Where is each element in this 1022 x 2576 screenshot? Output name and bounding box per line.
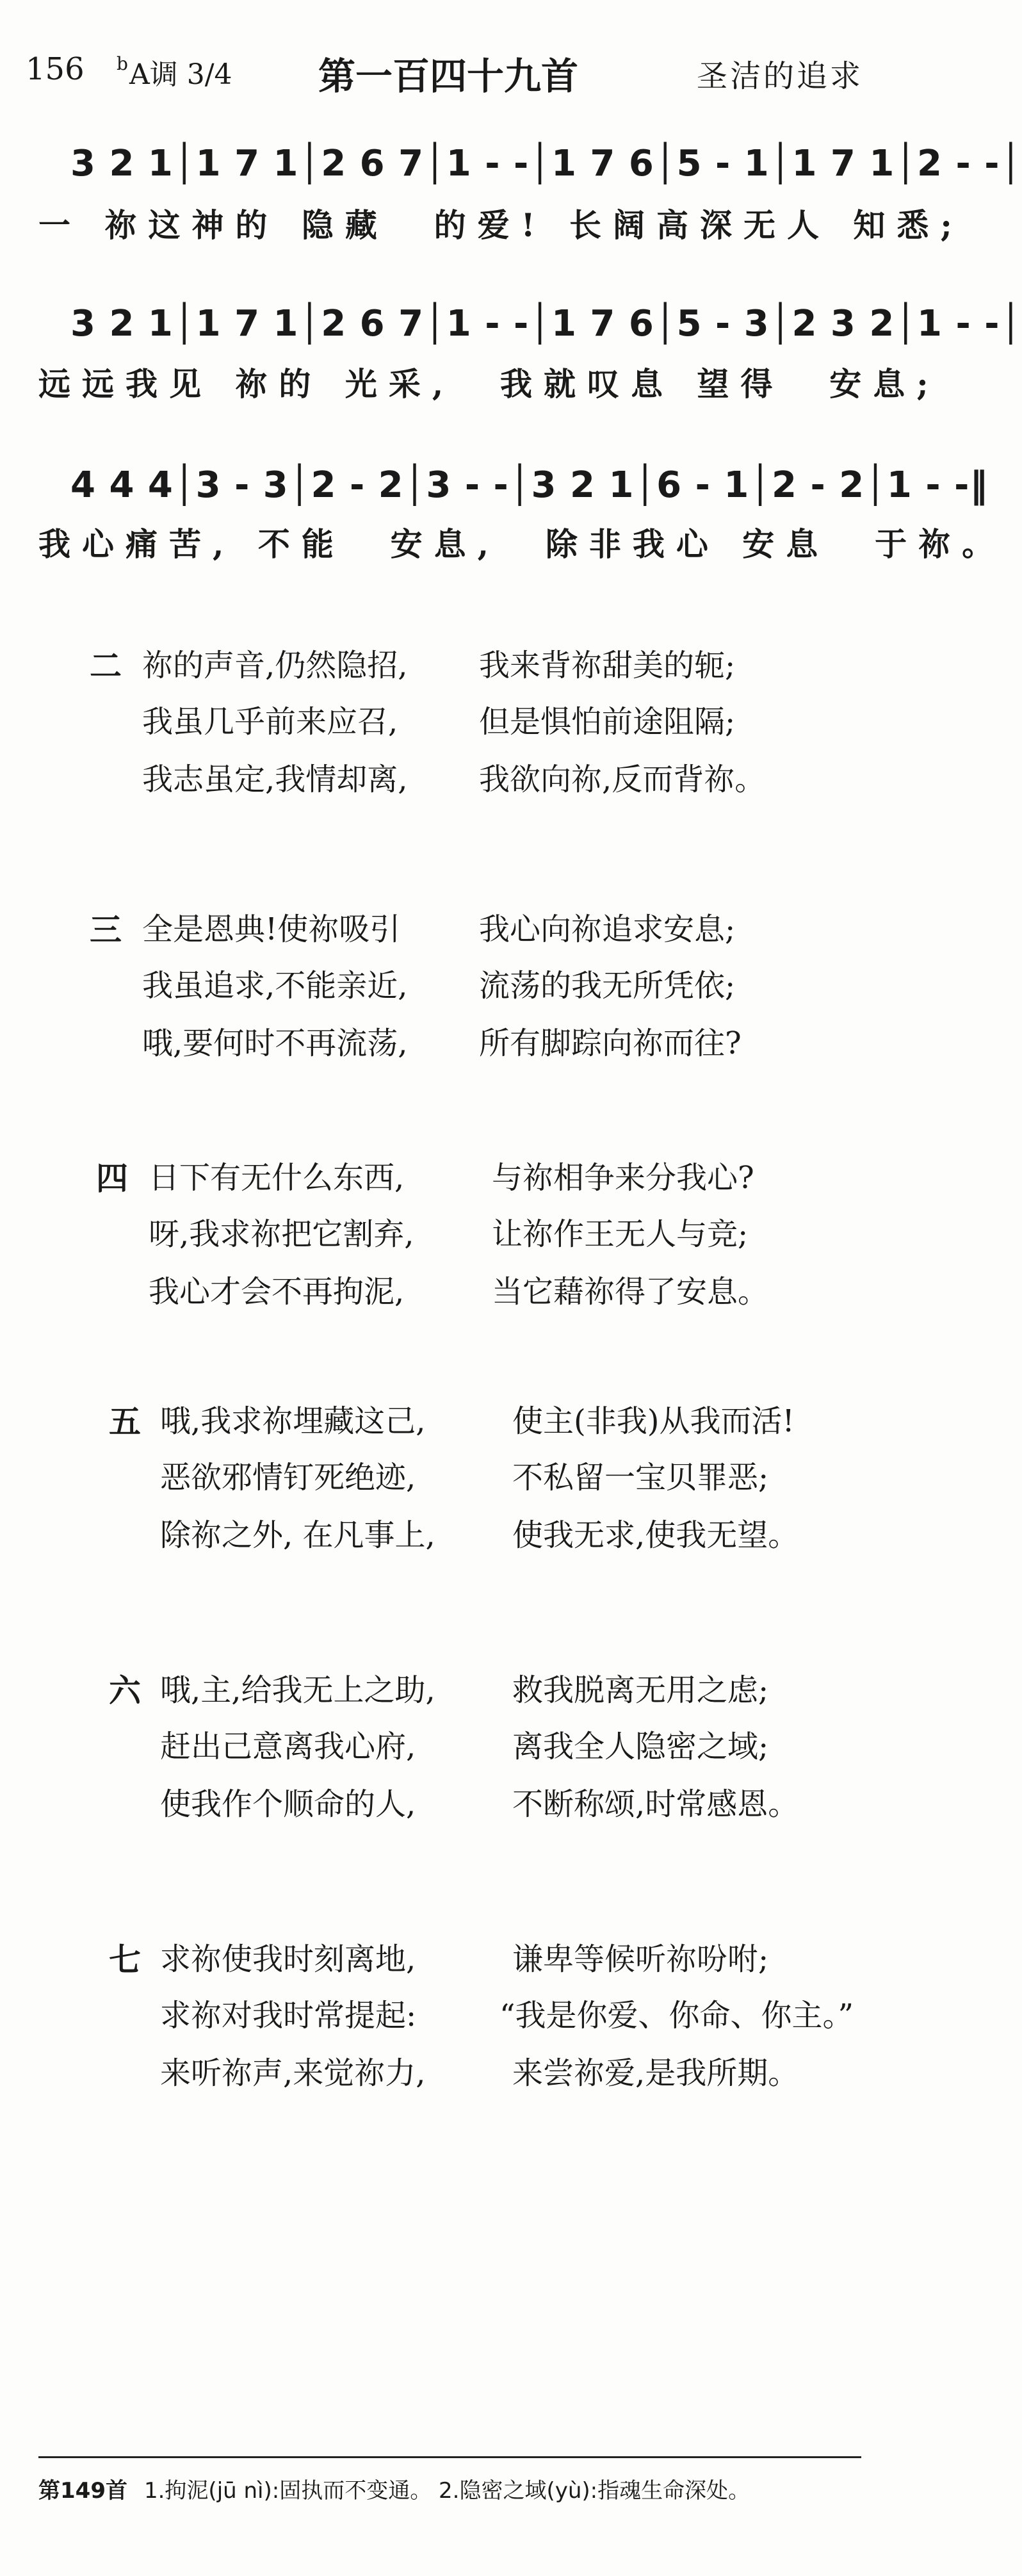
verse-line: 使我无求,使我无望。 [512, 1517, 799, 1553]
verse-line: 救我脱离无用之虑; [512, 1672, 769, 1708]
verse-line: 哦,我求祢埋藏这己, [160, 1403, 426, 1439]
verse-line: 我来背祢甜美的轭; [479, 648, 736, 683]
footnote-text: 1.拘泥(jū nì):固执而不变通。 2.隐密之域(yù):指魂生命深处。 [143, 2478, 750, 2504]
verse-line: 让祢作王无人与竞; [492, 1216, 749, 1252]
hymn-subtitle: 圣洁的追求 [696, 58, 863, 94]
verse-line: 流荡的我无所凭依; [479, 968, 736, 1004]
verse-number: 五 [109, 1403, 141, 1440]
verse-line: 求祢对我时常提起: [160, 1998, 417, 2034]
verse-line: “我是你爱、你命、你主。” [499, 1998, 854, 2034]
verse-line: 但是惧怕前途阻隔; [479, 704, 736, 740]
flat-sign: b [117, 53, 128, 74]
footnote [38, 2472, 864, 2509]
verse-line: 除祢之外, 在凡事上, [160, 1517, 435, 1553]
verse-line: 与祢相争来分我心? [492, 1160, 754, 1196]
verse-number: 三 [90, 911, 122, 949]
verse-line: 恶欲邪情钉死绝迹, [160, 1460, 416, 1496]
verse-line: 日下有无什么东西, [149, 1160, 405, 1196]
verse-number: 七 [109, 1941, 141, 1978]
footnote-divider [38, 2456, 861, 2458]
verse-line: 哦,要何时不再流荡, [142, 1025, 408, 1061]
lyric-line-1: 一 祢这神的 隐藏 的爱! 长阔高深无人 知悉; [38, 206, 964, 244]
verse-line: 所有脚踪向祢而往? [479, 1025, 742, 1061]
verse-line: 谦卑等候听祢吩咐; [512, 1941, 769, 1977]
verse-line: 赶出己意离我心府, [160, 1729, 416, 1765]
lyric-line-3: 我心痛苦, 不能 安息, 除非我心 安息 于祢。 [38, 525, 1006, 563]
verse-line: 使主(非我)从我而活! [512, 1403, 795, 1439]
verse-line: 我志虽定,我情却离, [142, 762, 408, 797]
verse-line: 我欲向祢,反而背祢。 [479, 762, 766, 797]
notation-line-1: 3 2 1│1 7 1│2 6 7│1 - -│1 7 6│5 - 1│1 7 1│2 - -│ [70, 143, 1022, 184]
verse-number: 二 [90, 648, 122, 685]
notation-line-2: 3 2 1│1 7 1│2 6 7│1 - -│1 7 6│5 - 3│2 3 2│1 - -│ [70, 303, 1022, 345]
hymn-title: 第一百四十九首 [318, 54, 578, 98]
verse-line: 来听祢声,来觉祢力, [160, 2055, 426, 2091]
verse-line: 我心向祢追求安息; [479, 911, 736, 947]
verse-line: 祢的声音,仍然隐招, [142, 648, 408, 683]
key-text: A调 3/4 [129, 58, 232, 91]
footnote-heading: 第149首 [38, 2478, 127, 2504]
verse-number: 六 [109, 1672, 141, 1709]
verse-line: 哦,主,给我无上之助, [160, 1672, 435, 1708]
lyric-line-2: 远远我见 祢的 光采, 我就叹息 望得 安息; [38, 365, 940, 403]
verse-line: 全是恩典!使祢吸引 [142, 911, 401, 947]
verse-line: 我虽几乎前来应召, [142, 704, 398, 740]
verse-line: 来尝祢爱,是我所期。 [512, 2055, 799, 2091]
verse-line: 不断称颂,时常感恩。 [512, 1786, 799, 1822]
verse-line: 使我作个顺命的人, [160, 1786, 416, 1822]
verse-line: 求祢使我时刻离地, [160, 1941, 416, 1977]
verse-line: 我心才会不再拘泥, [149, 1274, 405, 1310]
verse-line: 呀,我求祢把它割弃, [149, 1216, 414, 1252]
notation-line-3: 4 4 4│3 - 3│2 - 2│3 - -│3 2 1│6 - 1│2 - 2│1 - -‖ [70, 464, 989, 506]
verse-number: 四 [96, 1160, 128, 1197]
verse-line: 当它藉祢得了安息。 [492, 1274, 769, 1310]
verse-line: 离我全人隐密之域; [512, 1729, 769, 1765]
verse-line: 我虽追求,不能亲近, [142, 968, 408, 1004]
verse-line: 不私留一宝贝罪恶; [512, 1460, 769, 1496]
page-number: 156 [26, 51, 85, 87]
